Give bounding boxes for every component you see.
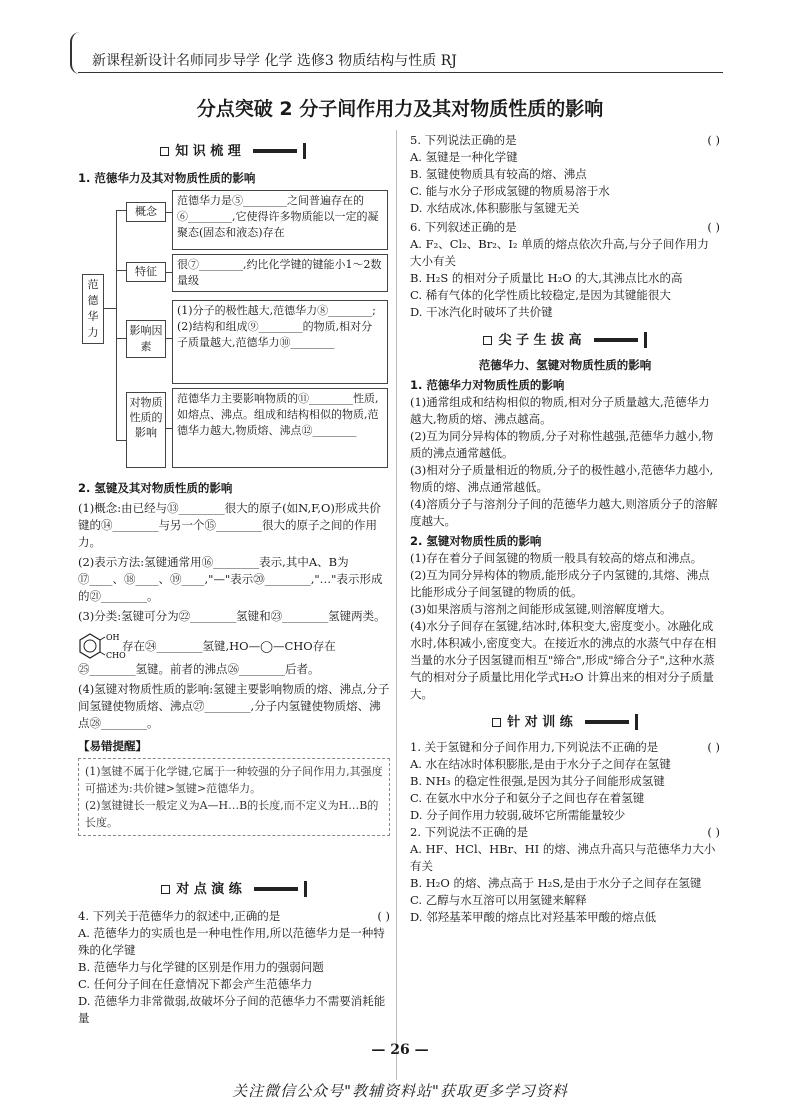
- tree-label-effects: 对物质性质的影响: [126, 392, 166, 468]
- vdw-effect-2: (2)互为同分异构体的物质,分子对称性越强,范德华力越小,物质的沸点通常越低。: [410, 429, 714, 460]
- practice-left: [78, 878, 390, 1027]
- q6-option-d: D. 干冰汽化时破坏了共价键: [410, 305, 553, 319]
- vdw-effect-4: (4)溶质分子与溶剂分子间的范德华力越大,则溶质分子的溶解度越大。: [410, 497, 718, 528]
- heading-hbond-effects: 2. 氢键对物质性质的影响: [410, 534, 542, 548]
- training-question-2: 2. 下列说法不正确的是 ( ): [410, 825, 720, 839]
- tree-box-concept: 范德华力是⑤________之间普遍存在的⑥________,它使得许多物质能以一定的凝聚态(固态和液态)存在: [172, 190, 388, 250]
- q6-option-b: B. H₂S 的相对分子质量比 H₂O 的大,其沸点比水的高: [410, 271, 683, 285]
- hbond-concept: (1)概念:由已经与⑬________很大的原子(如N,F,O)形成共价键的⑭________与另一个⑮________很大的原子之间的作用力。: [78, 501, 381, 549]
- hbond-effects: (4)氢键对物质性质的影响:氢键主要影响物质的熔、沸点,分子间氢键使物质熔、沸点㉗________,分子内氢键使物质熔、沸点㉘________。: [78, 682, 390, 730]
- hbond-effect-1: (1)存在着分子间氢键的物质一般具有较高的熔点和沸点。: [410, 551, 703, 565]
- tip-1: (1)氢键不属于化学键,它属于一种较强的分子间作用力,其强度可描述为:共价键>氢键>范德华力。: [85, 765, 383, 795]
- q5-option-a: A. 氢键是一种化学键: [410, 150, 518, 164]
- t2-option-d: D. 邻羟基苯甲酸的熔点比对羟基苯甲酸的熔点低: [410, 910, 657, 924]
- tree-label-factors: 影响因素: [126, 320, 166, 358]
- t2-option-a: A. HF、HCl、HBr、HI 的熔、沸点升高只与范德华力大小有关: [410, 842, 716, 873]
- hbond-effect-2: (2)互为同分异构体的物质,能形成分子内氢键的,其熔、沸点比能形成分子间氢键的物质的低。: [410, 568, 710, 599]
- q5-option-d: D. 水结成冰,体积膨胀与氢键无关: [410, 201, 580, 215]
- tree-label-feature: 特征: [126, 262, 166, 282]
- section-bar: [253, 149, 297, 153]
- hbond-example-line2: ㉕________氢键。前者的沸点㉖________后者。: [78, 662, 320, 676]
- heading-vdw: 1. 范德华力及其对物质性质的影响: [78, 171, 256, 185]
- section-advanced: 尖 子 生 拔 高: [410, 329, 720, 351]
- t2-option-b: B. H₂O 的熔、沸点高于 H₂S,是由于水分子之间存在氢键: [410, 876, 702, 890]
- vdw-tree: [78, 188, 390, 470]
- running-header: 新课程新设计名师同步导学 化学 选修3 物质结构与性质 RJ: [92, 53, 457, 69]
- q6-option-a: A. F₂、Cl₂、Br₂、I₂ 单质的熔点依次升高,与分子间作用力大小有关: [410, 237, 709, 268]
- left-column: [78, 140, 388, 187]
- section-icon: [160, 147, 169, 156]
- training-question-1: 1. 关于氢键和分子间作用力,下列说法不正确的是 ( ): [410, 740, 720, 754]
- tree-box-factors: (1)分子的极性越大,范德华力⑧________;(2)结构和组成⑨________的物质,相对分子质量越大,范德华力⑩________: [172, 300, 388, 384]
- footer-note: 关注微信公众号"教辅资料站"获取更多学习资料: [232, 1082, 568, 1100]
- header-rule: [78, 72, 723, 73]
- section-training: 针 对 训 练: [410, 711, 720, 733]
- tree-box-effects: 范德华力主要影响物质的⑪________性质,如熔点、沸点。组成和结构相似的物质,范德华力越大,物质熔、沸点⑫________: [172, 388, 388, 468]
- q4-option-b: B. 范德华力与化学键的区别是作用力的强弱问题: [78, 960, 324, 974]
- section-knowledge: 知 识 梳 理: [78, 140, 388, 162]
- svg-text:OH: OH: [106, 633, 120, 642]
- heading-hbond: 2. 氢键及其对物质性质的影响: [78, 481, 233, 495]
- tip-2: (2)氢键键长一般定义为A—H…B的长度,而不定义为H…B的长度。: [85, 799, 379, 829]
- t1-option-c: C. 在氨水中水分子和氨分子之间也存在着氢键: [410, 791, 645, 805]
- answer-bracket[interactable]: ( ): [707, 133, 720, 147]
- hbond-classification: (3)分类:氢键可分为㉒________氢键和㉓________氢键两类。: [78, 609, 386, 623]
- q4-option-d: D. 范德华力非常微弱,故破坏分子间的范德华力不需要消耗能量: [78, 994, 386, 1025]
- salicylaldehyde-structure: [78, 631, 126, 661]
- t1-option-d: D. 分子间作用力较弱,破坏它所需能量较少: [410, 808, 626, 822]
- hbond-effect-3: (3)如果溶质与溶剂之间能形成氢键,则溶解度增大。: [410, 602, 672, 616]
- answer-bracket[interactable]: ( ): [707, 220, 720, 234]
- q4-option-a: A. 范德华力的实质也是一种电性作用,所以范德华力是一种特殊的化学键: [78, 926, 385, 957]
- q6-option-c: C. 稀有气体的化学性质比较稳定,是因为其键能很大: [410, 288, 671, 302]
- advanced-subtitle: 范德华力、氢键对物质性质的影响: [478, 358, 652, 372]
- tree-box-feature: 很⑦________,约比化学键的键能小1～2数量级: [172, 254, 388, 292]
- q5-option-c: C. 能与水分子形成氢键的物质易溶于水: [410, 184, 610, 198]
- q4-option-c: C. 任何分子间在任意情况下都会产生范德华力: [78, 977, 313, 991]
- hbond-effect-4: (4)水分子间存在氢键,结冰时,体积变大,密度变小。冰融化成水时,体积减小,密度变大。在接近水的沸点的水蒸气中存在相当量的水分子因氢键而相互"缔合",形成"缔合分子",这种水蒸气的相对分子质量比用化学式H₂O 计算出来的相对分子质量大。: [410, 619, 717, 701]
- q5-option-b: B. 氢键使物质具有较高的熔、沸点: [410, 167, 587, 181]
- svg-text:CHO: CHO: [106, 651, 126, 660]
- tree-root: 范德华力: [82, 274, 104, 344]
- hbond-notation: (2)表示方法:氢键通常用⑯________表示,其中A、B为⑰____、⑱____、⑲____,"—"表示⑳________,"…"表示形成的㉑________。: [78, 555, 383, 603]
- page-title: 分点突破 2 分子间作用力及其对物质性质的影响: [196, 98, 604, 120]
- t1-option-b: B. NH₃ 的稳定性很强,是因为其分子间能形成氢键: [410, 774, 665, 788]
- vdw-effect-1: (1)通常组成和结构相似的物质,相对分子质量越大,范德华力越大,物质的熔、沸点越高。: [410, 395, 710, 426]
- heading-vdw-effects: 1. 范德华力对物质性质的影响: [410, 378, 565, 392]
- section-practice: 对 点 演 练: [78, 878, 390, 900]
- question-5: 5. 下列说法正确的是 ( ): [410, 133, 720, 147]
- hbond-section: [78, 480, 390, 836]
- hbond-molecules: [78, 631, 390, 661]
- question-4: 4. 下列关于范德华力的叙述中,正确的是 ( ): [78, 909, 390, 923]
- tip-title: 【易错提醒】: [78, 739, 147, 753]
- hbond-example-line1: 存在㉔________氢键,HO—◯—CHO存在: [122, 638, 336, 653]
- answer-bracket[interactable]: ( ): [707, 740, 720, 754]
- tip-box: [78, 758, 390, 836]
- page-number: — 26 —: [371, 1042, 429, 1058]
- vdw-effect-3: (3)相对分子质量相近的物质,分子的极性越小,范德华力越小,物质的熔、沸点通常越低。: [410, 463, 714, 494]
- header-brace: [70, 32, 82, 74]
- answer-bracket[interactable]: ( ): [707, 825, 720, 839]
- t1-option-a: A. 水在结冰时体积膨胀,是由于水分子之间存在氢键: [410, 757, 671, 771]
- t2-option-c: C. 乙醇与水互溶可以用氢键来解释: [410, 893, 587, 907]
- question-6: 6. 下列叙述正确的是 ( ): [410, 220, 720, 234]
- tree-label-concept: 概念: [126, 202, 166, 222]
- column-divider: [396, 130, 397, 1080]
- answer-bracket[interactable]: ( ): [377, 909, 390, 923]
- right-column: [410, 132, 720, 926]
